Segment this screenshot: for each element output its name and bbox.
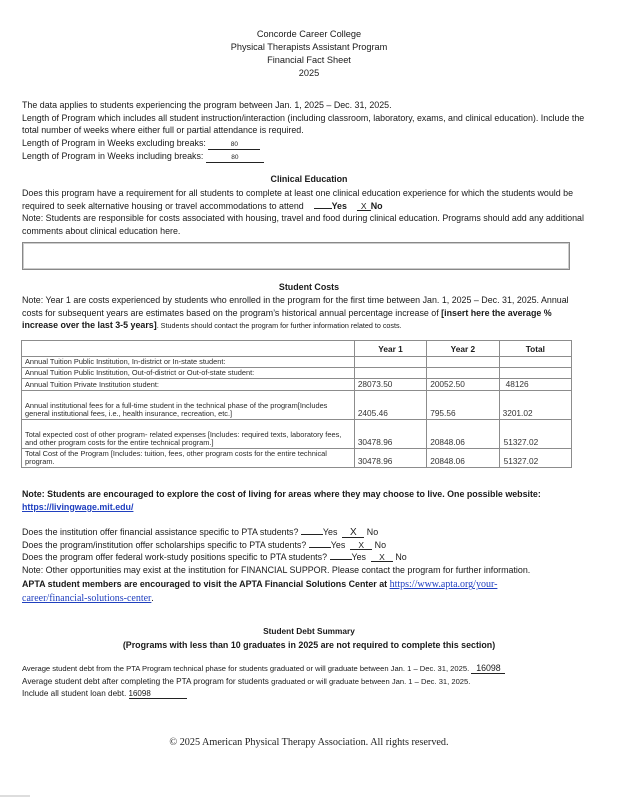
year1-cell[interactable] <box>354 357 426 368</box>
student-costs-note <box>22 294 590 333</box>
document-year: 2025 <box>298 68 320 78</box>
financial-assistance-yes-field[interactable] <box>301 534 323 535</box>
row-label: Total expected cost of other program- related expenses [Includes: required texts, laboratory fees, and other program costs for the entire technical program.] <box>22 420 355 449</box>
column-header-year1: Year 1 <box>354 341 426 357</box>
financial-assistance-no-field[interactable]: X <box>342 529 364 538</box>
weeks-excluding-label: Length of Program in Weeks excluding breaks: <box>22 137 206 148</box>
debt-summary-subtitle: (Programs with less than 10 graduates in 2025 are not required to complete this section) <box>122 640 496 650</box>
after-completion-label-cont: graduated or will graduate between Jan. 1 – Dec. 31, 2025. <box>271 676 471 686</box>
column-header-year2: Year 2 <box>427 341 499 357</box>
intro-section <box>22 99 590 163</box>
student-costs-table <box>21 340 572 468</box>
costs-note-bold: [insert here the average % increase over the last 3-5 years] <box>22 307 552 331</box>
year1-cell[interactable]: 30478.96 <box>354 449 426 468</box>
clinical-no-label: No <box>370 200 383 211</box>
work-study-no-field[interactable]: X <box>371 553 393 562</box>
weeks-including-field[interactable]: 80 <box>206 154 264 163</box>
table-row <box>22 357 572 368</box>
document-header <box>0 28 618 80</box>
table-row <box>22 391 572 420</box>
table-row <box>22 449 572 468</box>
total-cell[interactable]: 51327.02 <box>499 420 571 449</box>
debt-summary-title: Student Debt Summary <box>263 626 355 636</box>
clinical-question-row <box>22 187 590 212</box>
total-cell[interactable]: 48126 <box>499 379 571 391</box>
scan-artifact <box>0 795 30 797</box>
clinical-education-title: Clinical Education <box>270 174 348 184</box>
costs-note-end: . Students should contact the program for further information related to costs. <box>156 321 402 331</box>
clinical-question: Does this program have a requirement for all students to complete at least one clinical education experience for which the students would be required to seek alternative housing or travel accommodations to attend <box>22 188 574 211</box>
year1-cell[interactable]: 30478.96 <box>354 420 426 449</box>
column-header-total: Total <box>499 341 571 357</box>
loan-debt-row <box>22 688 590 701</box>
work-study-yes-field[interactable] <box>330 559 352 560</box>
clinical-education-section <box>22 187 590 237</box>
weeks-including-row <box>22 150 590 163</box>
scholarship-question-row <box>22 539 590 552</box>
table-row <box>22 379 572 391</box>
yes-label: Yes <box>330 539 346 550</box>
table-row <box>22 368 572 379</box>
row-label: Total Cost of the Program [Includes: tuition, fees, other program costs for the entire technical program. <box>22 449 355 468</box>
row-label: Annual Tuition Public Institution, Out-of-district or Out-of-state student: <box>22 368 355 379</box>
apta-text: APTA student members are encouraged to visit the APTA Financial Solutions Center at <box>22 579 390 590</box>
table-header-row <box>22 341 572 357</box>
financial-question-row <box>22 526 590 539</box>
financial-assistance-question: Does the institution offer financial assistance specific to PTA students? <box>22 527 299 537</box>
yes-label: Yes <box>351 552 366 563</box>
weeks-excluding-field[interactable]: 80 <box>208 141 260 150</box>
total-cell[interactable]: 51327.02 <box>499 449 571 468</box>
loan-debt-label: Include all student loan debt. <box>22 689 127 699</box>
year1-cell[interactable] <box>354 368 426 379</box>
financial-support-note: Note: Other opportunities may exist at the institution for FINANCIAL SUPPOR. Please contact the program for further information. <box>22 564 531 575</box>
scholarship-question: Does the program/institution offer scholarships specific to PTA students? <box>22 539 307 550</box>
year2-cell[interactable]: 20848.06 <box>427 420 499 449</box>
work-study-question: Does the program offer federal work-study positions specific to PTA students? <box>22 552 328 563</box>
clinical-note: Note: Students are responsible for costs associated with housing, travel and food during clinical education. Programs should add any additional comments about clinical education here. <box>22 213 584 236</box>
institution-name: Concorde Career College <box>256 29 362 39</box>
living-wage-link[interactable]: https://livingwage.mit.edu/ <box>22 501 134 512</box>
student-costs-title: Student Costs <box>278 282 340 292</box>
total-cell[interactable] <box>499 357 571 368</box>
year2-cell[interactable]: 795.56 <box>427 391 499 420</box>
clinical-no-field[interactable]: X <box>357 202 371 211</box>
work-study-question-row <box>22 551 590 564</box>
total-cell[interactable]: 3201.02 <box>499 391 571 420</box>
cost-of-living-section <box>22 488 590 513</box>
scholarship-yes-field[interactable] <box>309 547 331 548</box>
row-label: Annual Tuition Private Institution student: <box>22 379 355 391</box>
intro-dates: The data applies to students experiencing the program between Jan. 1, 2025 – Dec. 31, 2025. <box>22 100 392 110</box>
no-label: No <box>395 552 407 563</box>
year2-cell[interactable] <box>427 357 499 368</box>
program-name: Physical Therapists Assistant Program <box>230 42 388 52</box>
apta-link-part2: career/financial-solutions-center <box>22 592 152 604</box>
intro-length-description: Length of Program which includes all student instruction/interaction (including classroom, laboratory, exams, and clinical education). Include the total number of weeks where either full or partial attendance is required. <box>22 112 585 136</box>
weeks-excluding-row <box>22 137 590 150</box>
total-cell[interactable] <box>499 368 571 379</box>
costs-note-text: Note: Year 1 are costs experienced by students who enrolled in the program for the first time between Jan. 1, 2025 – Dec. 31, 2025. Annual costs for subsequent years are estimates based on the program’s historical annual percentage increase of <box>22 295 569 318</box>
technical-phase-debt-field[interactable]: 16098 <box>471 663 505 674</box>
weeks-including-label: Length of Program in Weeks including breaks: <box>22 150 204 161</box>
no-label: No <box>374 539 387 550</box>
row-label: Annual institutional fees for a full-time student in the technical phase of the program[Includes general institutional fees, i.e., health insurance, recreation, etc.] <box>22 391 355 420</box>
document-title: Financial Fact Sheet <box>267 55 351 65</box>
technical-phase-debt-label: Average student debt from the PTA Program technical phase for students graduated or will graduate between Jan. 1 – Dec. 31, 2025. <box>22 664 470 673</box>
year1-cell[interactable]: 2405.46 <box>354 391 426 420</box>
apta-row <box>22 578 590 605</box>
no-label: No <box>366 527 379 537</box>
clinical-yes-label: Yes <box>331 200 347 211</box>
apta-link-part1: https://www.apta.org/your- <box>389 579 498 591</box>
after-completion-label: Average student debt after completing the PTA program for students <box>22 676 272 686</box>
clinical-yes-field[interactable] <box>314 208 332 209</box>
cost-of-living-note: Note: Students are encouraged to explore the cost of living for areas where they may choose to live. One possible website: <box>22 489 541 499</box>
year2-cell[interactable] <box>427 368 499 379</box>
year2-cell[interactable]: 20848.06 <box>427 449 499 468</box>
table-row <box>22 420 572 449</box>
scholarship-no-field[interactable]: X <box>350 541 372 550</box>
year1-cell[interactable]: 28073.50 <box>354 379 426 391</box>
apta-period: . <box>151 592 154 603</box>
row-label: Annual Tuition Public Institution, In-district or In-state student: <box>22 357 355 368</box>
clinical-comments-box[interactable] <box>22 242 570 270</box>
after-completion-debt-field[interactable]: 16098 <box>129 689 187 699</box>
copyright-footer: © 2025 American Physical Therapy Association. All rights reserved. <box>169 737 449 748</box>
technical-phase-debt-row <box>22 663 590 676</box>
debt-summary-section <box>22 663 590 701</box>
after-completion-debt-row <box>22 676 590 689</box>
column-header-label <box>22 341 355 357</box>
year2-cell[interactable]: 20052.50 <box>427 379 499 391</box>
financial-support-section <box>22 526 590 606</box>
yes-label: Yes <box>322 527 338 537</box>
